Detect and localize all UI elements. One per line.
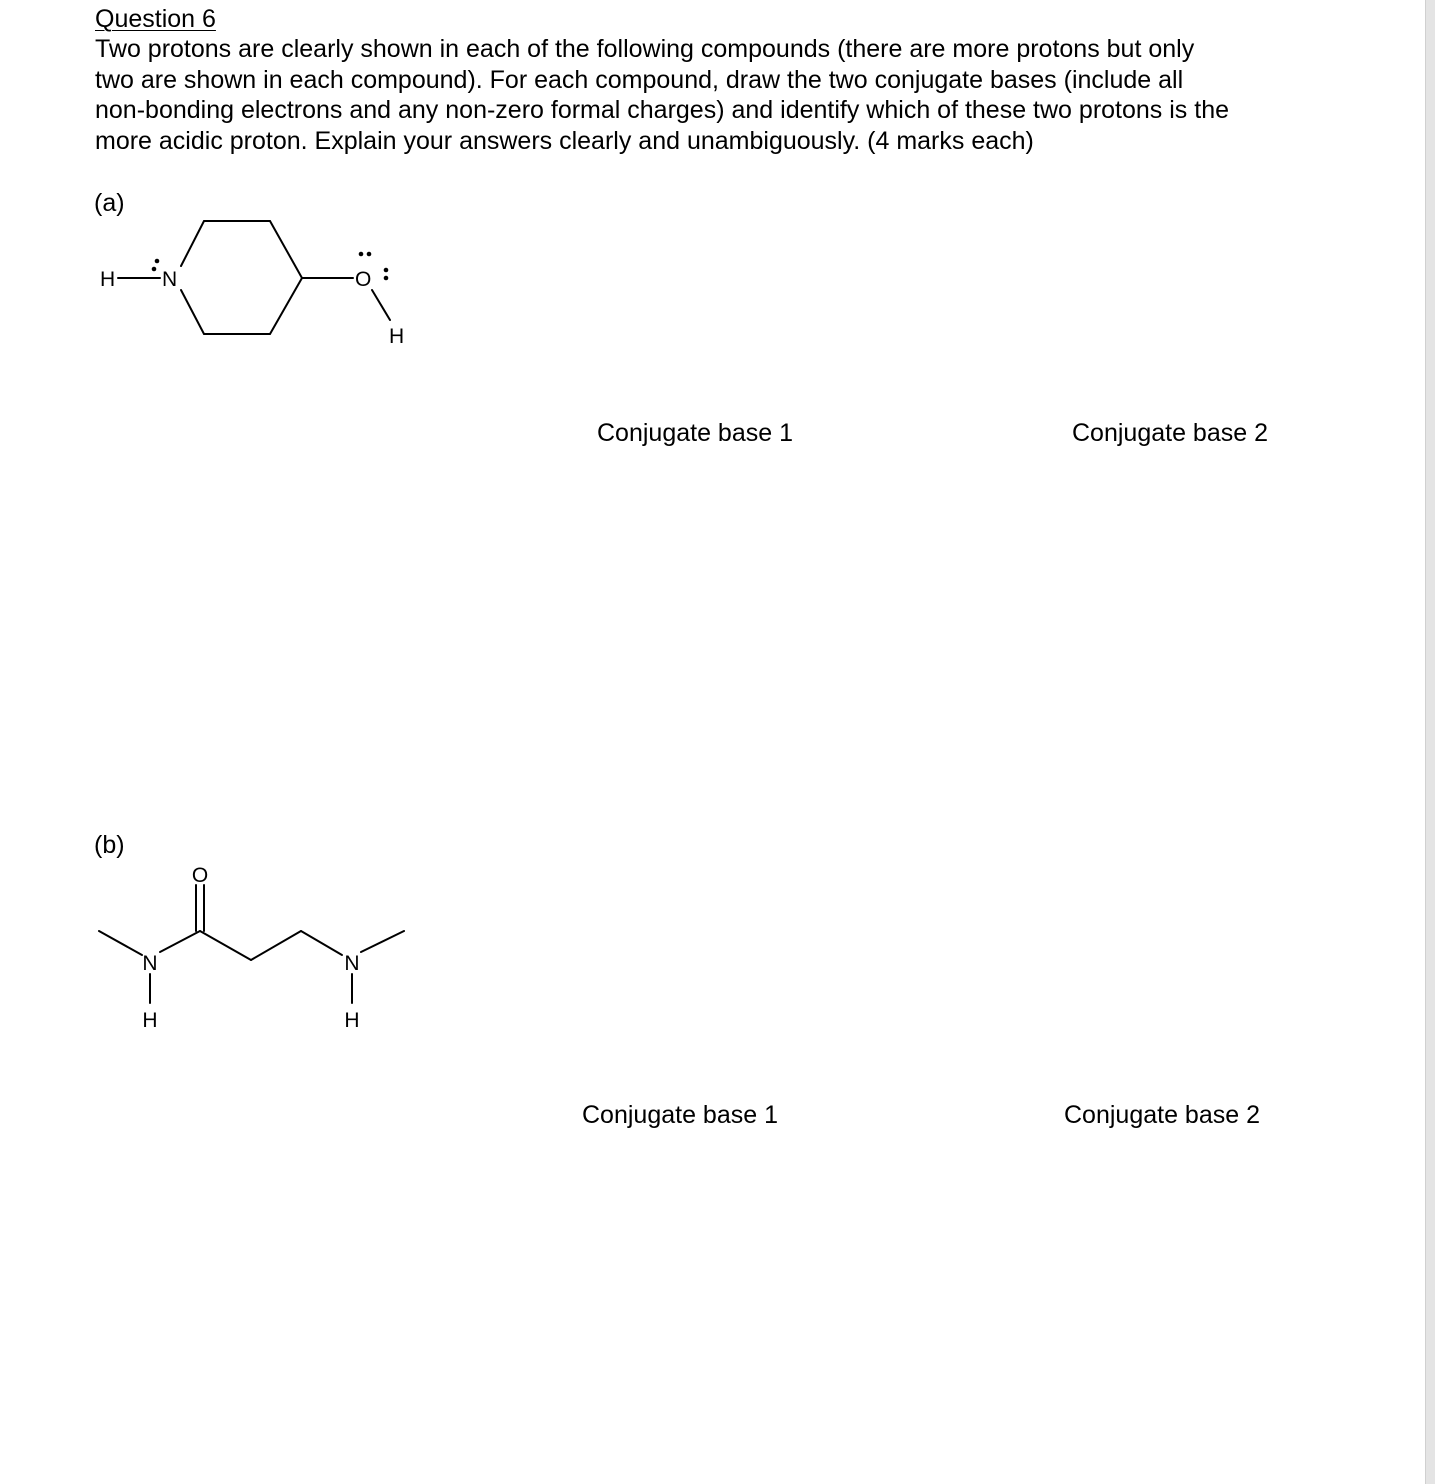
atom-n: N — [162, 268, 178, 291]
part-b-conjugate-base-1-label: Conjugate base 1 — [582, 1101, 778, 1129]
atom-n: N — [142, 952, 158, 975]
compound-b-structure — [0, 0, 430, 1060]
bond-chain — [301, 931, 342, 955]
scrollbar-track[interactable] — [1425, 0, 1435, 1484]
part-b-label: (b) — [94, 831, 125, 859]
part-a-conjugate-base-1-label: Conjugate base 1 — [597, 419, 793, 447]
question-title: Question 6 — [95, 5, 216, 33]
part-a-conjugate-base-2-label: Conjugate base 2 — [1072, 419, 1268, 447]
atom-h: H — [389, 325, 405, 348]
bond-methyl-n — [99, 931, 142, 955]
bond-n-methyl — [361, 931, 404, 952]
instruction-line: Two protons are clearly shown in each of the following compounds (there are more protons but only — [95, 35, 1195, 63]
bond-chain — [251, 931, 301, 960]
atom-o: O — [355, 268, 372, 291]
atom-h: H — [344, 1009, 360, 1032]
part-b-conjugate-base-2-label: Conjugate base 2 — [1064, 1101, 1260, 1129]
instruction-line: two are shown in each compound). For each compound, draw the two conjugate bases (include all — [95, 65, 1184, 94]
atom-h: H — [100, 268, 116, 291]
bond-chain — [200, 931, 251, 960]
instruction-line: more acidic proton. Explain your answers clearly and unambiguously. (4 marks each) — [95, 126, 1034, 155]
bond-n-carbonyl — [160, 931, 200, 952]
part-a-label: (a) — [94, 189, 125, 217]
atom-n: N — [344, 952, 360, 975]
atom-o: O — [191, 864, 209, 887]
instruction-line: non-bonding electrons and any non-zero formal charges) and identify which of these two protons is the — [95, 96, 1229, 124]
atom-h: H — [142, 1009, 158, 1032]
